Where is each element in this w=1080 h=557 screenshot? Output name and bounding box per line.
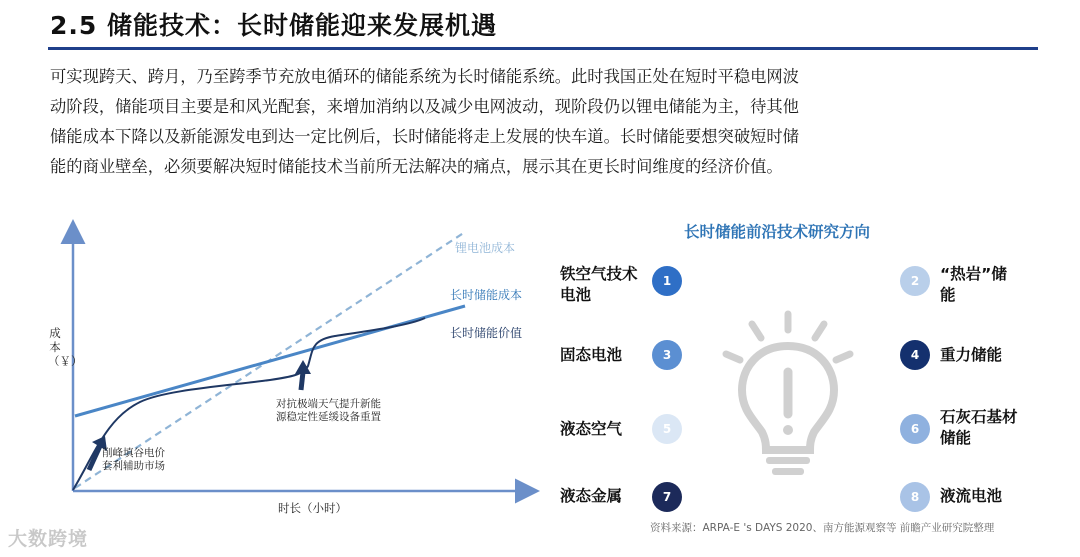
tech-item-label: 石灰石基材储能 (940, 408, 1018, 447)
tech-item-number: 7 (652, 482, 682, 512)
page-title: 2.5 储能技术：长时储能迎来发展机遇 (50, 11, 497, 40)
tech-item-label: 液态空气 (560, 420, 623, 438)
tech-item-label: 液态金属 (560, 487, 623, 505)
tech-item-number: 8 (900, 482, 930, 512)
long-value-label: 长时储能价值 (450, 326, 523, 340)
title-divider (48, 47, 1038, 50)
y-axis-label: 成本（￥） (48, 326, 83, 368)
tech-item-number: 3 (652, 340, 682, 370)
tech-item-label: 固态电池 (560, 346, 623, 364)
li-cost-label: 锂电池成本 (455, 241, 516, 255)
intro-line: 可实现跨天、跨月，乃至跨季节充放电循环的储能系统为长时储能系统。此时我国正处在短时平稳电网波 (50, 67, 799, 86)
lightbulb-icon (718, 310, 858, 480)
intro-line: 储能成本下降以及新能源发电到达一定比例后，长时储能将走上发展的快车道。长时储能要想突破短时储 (50, 127, 799, 146)
annotation-arbitrage: 削峰填谷电价套利辅助市场 (102, 447, 165, 472)
source-note: 资料来源：ARPA-E 's DAYS 2020、南方能源观察等 前瞻产业研究院整理 (650, 522, 995, 534)
annotation-resilience: 对抗极端天气提升新能源稳定性延缓设备重置 (276, 398, 381, 423)
watermark: 大数跨境 (8, 528, 89, 550)
intro-paragraph (50, 62, 1010, 182)
tech-item-number: 6 (900, 414, 930, 444)
intro-line: 动阶段，储能项目主要是和风光配套，来增加消纳以及减少电网波动，现阶段仍以锂电储能为主，待其他 (50, 97, 799, 116)
tech-item-label: “热岩”储能 (940, 265, 1007, 304)
tech-item-label: 液流电池 (940, 487, 1003, 505)
long-cost-label: 长时储能成本 (450, 288, 523, 302)
tech-item-number: 5 (652, 414, 682, 444)
panel-title: 长时储能前沿技术研究方向 (684, 223, 871, 241)
x-axis-label: 时长（小时） (278, 501, 347, 515)
tech-item-label: 铁空气技术电池 (560, 265, 638, 304)
tech-item-number: 4 (900, 340, 930, 370)
long-cost-line (75, 306, 465, 416)
tech-item-number: 1 (652, 266, 682, 296)
tech-item-number: 2 (900, 266, 930, 296)
cost-value-chart (45, 218, 545, 518)
tech-item-label: 重力储能 (940, 346, 1003, 364)
intro-line: 能的商业壁垒，必须要解决短时储能技术当前所无法解决的痛点，展示其在更长时间维度的经济价值。 (50, 157, 783, 176)
